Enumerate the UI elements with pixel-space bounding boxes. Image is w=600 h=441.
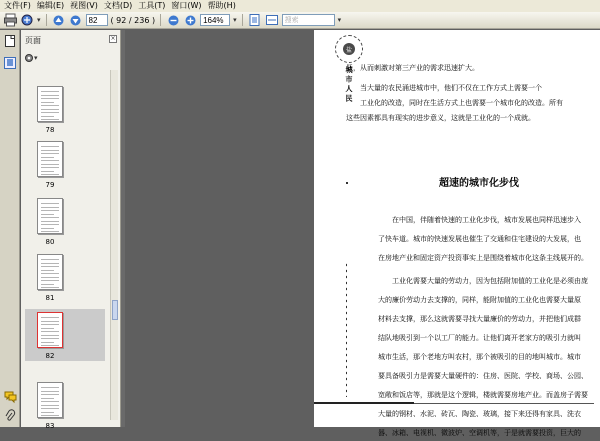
zoom-input[interactable] — [200, 14, 230, 26]
paragraph-line: 了快车道。城市的快速发展也催生了交通和住宅建设的大发展，也 — [378, 235, 581, 243]
chevron-down-icon[interactable]: ▾ — [37, 16, 41, 24]
paragraph-line: 在中国，伴随着快速的工业化步伐，城市发展也同样迅速步入 — [392, 216, 581, 224]
next-page-icon[interactable] — [69, 13, 83, 27]
page-number-input[interactable] — [86, 14, 108, 26]
menu-item[interactable]: 窗口(W) — [171, 1, 202, 10]
toolbar-divider — [160, 14, 161, 26]
toolbar — [0, 12, 600, 29]
paragraph-line: 器、冰箱、电视机、微波炉、空调机等，于是就需要投资，巨大的 — [378, 429, 581, 437]
paragraph-line: 宽敞和饭店等，那就是这个逻辑，楼就需要房地产业。而盖房子需要 — [378, 391, 588, 399]
seal-stamp — [335, 35, 363, 63]
paragraph-line: 低，从而刺激对第三产业的需求迅速扩大。 — [346, 64, 479, 72]
section-heading: 超速的城市化步伐 — [439, 178, 519, 189]
paragraph-line: 要具备吸引力是需要大量硬件的：住房、医院、学校、商场、公园、 — [378, 372, 588, 380]
pages-panel-icon[interactable] — [3, 34, 17, 48]
paragraph-line: 工业化的改造，同时在生活方式上也需要一个城市化的改造。所有 — [360, 99, 563, 107]
thumbnail-image — [37, 382, 63, 418]
menu-item[interactable]: 工具(T) — [138, 1, 166, 10]
paragraph-line: 在房地产业和固定资产投资事实上是围绕着城市化这条主线展开的。 — [378, 254, 588, 262]
options-button[interactable] — [24, 52, 38, 64]
zoom-dropdown-icon[interactable]: ▾ — [233, 16, 237, 24]
search-input[interactable]: 搜索 — [282, 14, 335, 26]
thumbnail-image — [37, 198, 63, 234]
paragraph-line: 材料去支撑，那么这就需要寻找大量廉价的劳动力，并把他们成群 — [378, 315, 581, 323]
thumbnail-image — [37, 312, 63, 348]
paragraph-line: 结队地吸引到一个以工厂的能力。让他们离开老家方的吸引力就叫 — [378, 334, 581, 342]
zoom-in-icon[interactable] — [183, 13, 197, 27]
document-page — [314, 30, 600, 437]
thumbnail-list — [25, 70, 109, 430]
menu-item[interactable]: 文档(D) — [103, 1, 133, 10]
thumbnail-label: 79 — [45, 181, 55, 189]
scrollbar-thumb[interactable] — [112, 300, 118, 320]
thumbnail-label: 83 — [45, 422, 55, 430]
thumbnail-label: 80 — [45, 238, 55, 246]
fit-width-icon[interactable] — [265, 13, 279, 27]
margin-mark — [346, 182, 348, 184]
gear-icon — [24, 53, 34, 63]
thumbnail-image — [37, 86, 63, 122]
close-icon[interactable]: × — [110, 35, 116, 42]
chevron-down-icon: ▾ — [34, 54, 38, 62]
pages-panel — [21, 30, 121, 430]
search-dropdown-icon[interactable]: ▾ — [337, 16, 342, 24]
menu-item[interactable]: 帮助(H) — [207, 1, 236, 10]
seal-character: 盐 — [343, 43, 355, 55]
comments-icon[interactable] — [3, 390, 17, 402]
paragraph-line: 大量的钢材、水泥、砖瓦、陶瓷、玻璃，接下来还得有家具、洗衣 — [378, 410, 581, 418]
thumbnail-label: 81 — [45, 294, 55, 302]
toolbar-divider — [46, 14, 47, 26]
page-bottom-rule-thin — [414, 403, 594, 404]
paragraph-line: 这些因素都具有现实的进步意义，这就是工业化的一个成就。 — [346, 114, 535, 122]
document-viewport[interactable] — [125, 30, 600, 437]
prev-page-icon[interactable] — [52, 13, 66, 27]
thumbnail-label: 82 — [45, 352, 55, 360]
thumbnail-image — [37, 141, 63, 177]
panel-title: 页面 — [25, 35, 41, 45]
paragraph-line: 大的廉价劳动力去支撑的，同样，能附加值的工业化也需要大量原 — [378, 296, 581, 304]
menu-item[interactable]: 视图(V) — [70, 1, 98, 10]
paragraph-line: 城市生活，那个老地方叫农村，那个被吸引的目的地叫城市。城市 — [378, 353, 581, 361]
bookmarks-icon[interactable] — [3, 56, 17, 70]
page-count: ( 92 / 236 ) — [110, 15, 156, 25]
print-icon[interactable] — [3, 13, 17, 27]
page-bottom-rule — [314, 402, 414, 404]
attachment-icon[interactable] — [3, 410, 17, 422]
zoom-out-icon[interactable] — [166, 13, 180, 27]
thumbnail-scrollbar[interactable] — [110, 70, 118, 420]
paragraph-line: 当大量的农民涌进城市中，他们不仅在工作方式上需要一个 — [360, 84, 542, 92]
thumbnail-label: 78 — [45, 126, 55, 134]
menu-item[interactable]: 文件(F) — [4, 1, 31, 10]
vertical-side-label: 城 市 人 民 — [345, 66, 353, 102]
margin-dots — [345, 262, 348, 397]
thumbnail-image — [37, 254, 63, 290]
panel-header — [21, 34, 121, 46]
navigation-rail — [0, 30, 20, 427]
menu-item[interactable]: 编辑(E) — [36, 1, 65, 10]
menu-bar — [0, 0, 600, 12]
fit-page-icon[interactable] — [248, 13, 262, 27]
paragraph-line: 工业化需要大量的劳动力，因为包括附加值的工业化是必须由庞 — [392, 277, 588, 285]
share-icon[interactable] — [20, 13, 34, 27]
toolbar-divider — [242, 14, 243, 26]
